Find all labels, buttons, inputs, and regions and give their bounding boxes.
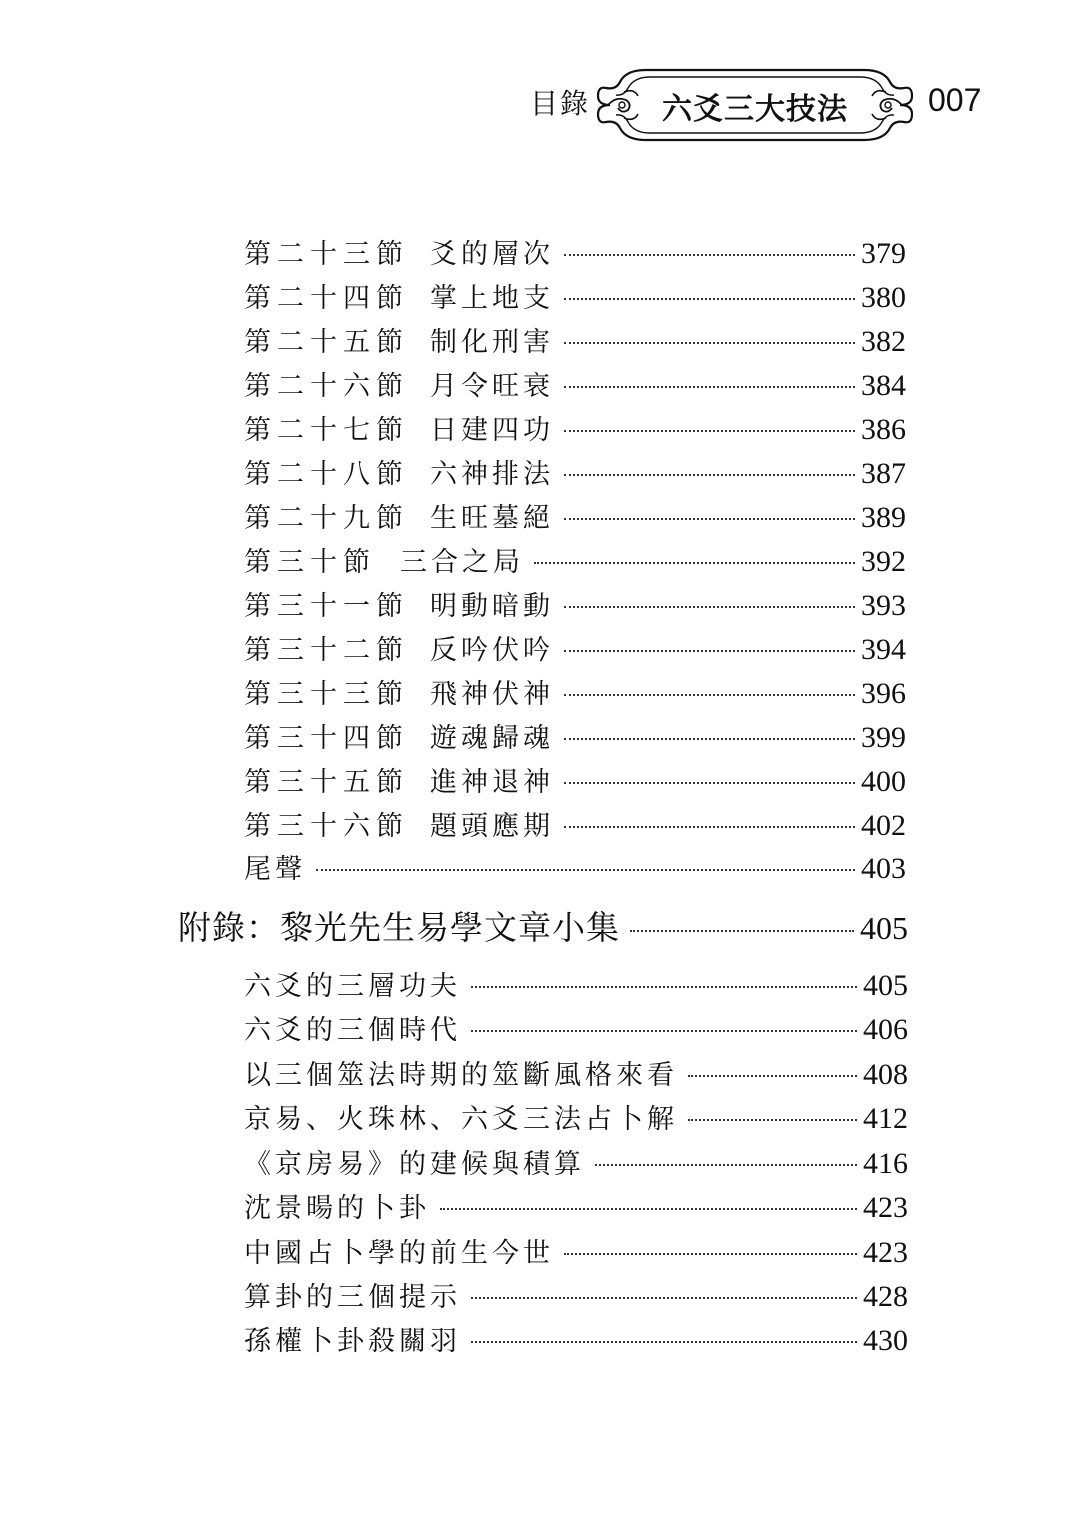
toc-entry[interactable] bbox=[244, 276, 906, 316]
page-number: 416 bbox=[863, 1147, 908, 1180]
toc-entry[interactable] bbox=[244, 1319, 908, 1359]
section-title: 生旺墓絕 bbox=[430, 503, 554, 534]
dot-leader bbox=[564, 1253, 857, 1255]
toc-entry[interactable] bbox=[244, 1008, 908, 1048]
page-number: 389 bbox=[861, 501, 906, 534]
section-number: 第二十四節 bbox=[244, 283, 409, 314]
dot-leader bbox=[316, 869, 855, 871]
dot-leader bbox=[471, 1297, 857, 1299]
toc-entry[interactable] bbox=[244, 408, 906, 448]
dot-leader bbox=[471, 1341, 857, 1343]
page-number: 405 bbox=[863, 969, 908, 1002]
section-title: 制化刑害 bbox=[430, 327, 554, 358]
page-number: 384 bbox=[861, 369, 906, 402]
header-section-label: 目錄 bbox=[530, 87, 591, 120]
toc-entry[interactable] bbox=[244, 540, 906, 580]
toc-entry[interactable] bbox=[244, 672, 906, 712]
dot-leader bbox=[564, 386, 855, 388]
dot-leader bbox=[534, 562, 855, 564]
page-number: 412 bbox=[863, 1102, 908, 1135]
page-number: 430 bbox=[863, 1324, 908, 1357]
section-title: 掌上地支 bbox=[430, 283, 554, 314]
section-title: 三合之局 bbox=[400, 547, 524, 578]
page-number: 393 bbox=[861, 589, 906, 622]
dot-leader bbox=[630, 930, 854, 932]
toc-entry[interactable] bbox=[244, 1142, 908, 1182]
page-number: 387 bbox=[861, 457, 906, 490]
dot-leader bbox=[564, 694, 855, 696]
toc-entry[interactable] bbox=[244, 1097, 908, 1137]
appendix-title: 附錄：黎光先生易學文章小集 bbox=[178, 908, 620, 947]
toc-entry[interactable] bbox=[244, 1231, 908, 1271]
article-title: 以三個筮法時期的筮斷風格來看 bbox=[244, 1060, 678, 1091]
header-page-number: 007 bbox=[928, 82, 982, 118]
section-title: 明動暗動 bbox=[430, 591, 554, 622]
toc-entry[interactable] bbox=[244, 716, 906, 756]
page-number: 423 bbox=[863, 1191, 908, 1224]
section-number: 第三十六節 bbox=[244, 811, 409, 842]
section-number: 第二十八節 bbox=[244, 459, 409, 490]
section-title: 月令旺衰 bbox=[430, 371, 554, 402]
toc-entry[interactable] bbox=[244, 452, 906, 492]
book-title: 六爻三大技法 bbox=[662, 92, 848, 127]
header-banner bbox=[594, 62, 916, 148]
article-title: 孫權卜卦殺關羽 bbox=[244, 1326, 461, 1357]
dot-leader bbox=[564, 474, 855, 476]
page-number: 392 bbox=[861, 545, 906, 578]
section-number: 第二十九節 bbox=[244, 503, 409, 534]
dot-leader bbox=[440, 1208, 857, 1210]
dot-leader bbox=[564, 738, 855, 740]
section-number: 第二十六節 bbox=[244, 371, 409, 402]
dot-leader bbox=[564, 518, 855, 520]
section-number: 第三十一節 bbox=[244, 591, 409, 622]
dot-leader bbox=[688, 1119, 857, 1121]
page-number: 400 bbox=[861, 765, 906, 798]
section-number: 第二十五節 bbox=[244, 327, 409, 358]
epilogue-title: 尾聲 bbox=[244, 854, 306, 885]
section-number: 第三十三節 bbox=[244, 679, 409, 710]
toc-entry[interactable] bbox=[244, 584, 906, 624]
page-number: 386 bbox=[861, 413, 906, 446]
toc-entry[interactable] bbox=[244, 1275, 908, 1315]
dot-leader bbox=[564, 826, 855, 828]
section-number: 第三十節 bbox=[244, 547, 376, 578]
section-title: 反吟伏吟 bbox=[430, 635, 554, 666]
toc-entry[interactable] bbox=[244, 232, 906, 272]
toc-entry[interactable] bbox=[244, 496, 906, 536]
article-title: 六爻的三層功夫 bbox=[244, 971, 461, 1002]
dot-leader bbox=[564, 430, 855, 432]
page-number: 408 bbox=[863, 1058, 908, 1091]
section-title: 進神退神 bbox=[430, 767, 554, 798]
article-title: 京易、火珠林、六爻三法占卜解 bbox=[244, 1104, 678, 1135]
section-title: 日建四功 bbox=[430, 415, 554, 446]
page-number: 428 bbox=[863, 1280, 908, 1313]
article-title: 《京房易》的建候與積算 bbox=[244, 1149, 585, 1180]
dot-leader bbox=[564, 298, 855, 300]
toc-entry[interactable] bbox=[244, 1186, 908, 1226]
toc-entry-epilogue[interactable] bbox=[244, 847, 906, 887]
page-number: 394 bbox=[861, 633, 906, 666]
page-number: 405 bbox=[860, 910, 908, 946]
section-number: 第三十五節 bbox=[244, 767, 409, 798]
toc-entry-appendix[interactable] bbox=[178, 902, 908, 950]
section-number: 第三十四節 bbox=[244, 723, 409, 754]
page-number: 396 bbox=[861, 677, 906, 710]
article-title: 算卦的三個提示 bbox=[244, 1282, 461, 1313]
article-title: 中國占卜學的前生今世 bbox=[244, 1238, 554, 1269]
article-title: 六爻的三個時代 bbox=[244, 1015, 461, 1046]
running-header bbox=[530, 62, 990, 148]
page-number: 406 bbox=[863, 1013, 908, 1046]
section-title: 遊魂歸魂 bbox=[430, 723, 554, 754]
section-number: 第二十三節 bbox=[244, 239, 409, 270]
page-number: 379 bbox=[861, 237, 906, 270]
section-title: 六神排法 bbox=[430, 459, 554, 490]
dot-leader bbox=[564, 650, 855, 652]
toc-entry[interactable] bbox=[244, 1053, 908, 1093]
toc-entry[interactable] bbox=[244, 628, 906, 668]
dot-leader bbox=[688, 1075, 857, 1077]
page-number: 403 bbox=[861, 852, 906, 885]
toc-entry[interactable] bbox=[244, 320, 906, 360]
toc-entry[interactable] bbox=[244, 760, 906, 800]
section-title: 飛神伏神 bbox=[430, 679, 554, 710]
toc-entry[interactable] bbox=[244, 364, 906, 404]
toc-entry[interactable] bbox=[244, 964, 908, 1004]
dot-leader bbox=[564, 254, 855, 256]
article-title: 沈景暘的卜卦 bbox=[244, 1193, 430, 1224]
dot-leader bbox=[564, 782, 855, 784]
page-number: 380 bbox=[861, 281, 906, 314]
section-title: 爻的層次 bbox=[430, 239, 554, 270]
page-number: 399 bbox=[861, 721, 906, 754]
page-number: 382 bbox=[861, 325, 906, 358]
dot-leader bbox=[471, 1030, 857, 1032]
page-number: 402 bbox=[861, 809, 906, 842]
page-number: 423 bbox=[863, 1236, 908, 1269]
dot-leader bbox=[595, 1164, 857, 1166]
dot-leader bbox=[471, 986, 857, 988]
dot-leader bbox=[564, 606, 855, 608]
section-number: 第二十七節 bbox=[244, 415, 409, 446]
section-number: 第三十二節 bbox=[244, 635, 409, 666]
dot-leader bbox=[564, 342, 855, 344]
section-title: 題頭應期 bbox=[430, 811, 554, 842]
toc-entry[interactable] bbox=[244, 804, 906, 844]
